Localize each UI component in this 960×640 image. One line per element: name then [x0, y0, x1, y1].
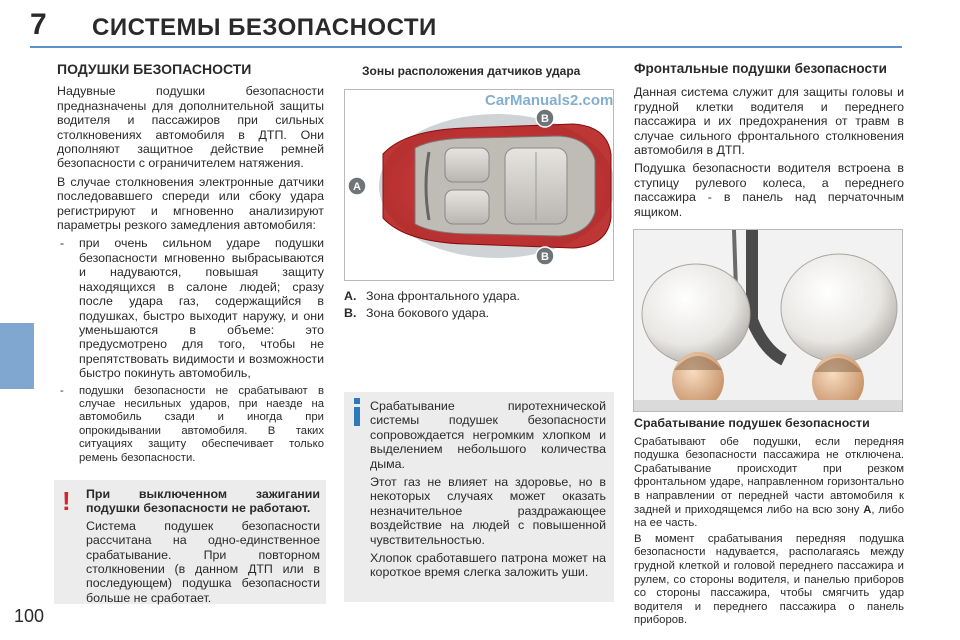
bullet-no-deploy: - подушки безопасности не срабатывают в случае несильных ударов, при наезде на автомобиль сзади и иногда при опрокидывании автомобиля. В таких ситуациях защиту обеспечивает только ремень безопасности.	[57, 385, 324, 465]
svg-text:B: B	[541, 251, 549, 263]
frontal-airbags-section	[634, 62, 904, 223]
exclamation-icon: !	[62, 486, 71, 516]
airbags-intro-paragraph: Надувные подушки безопасности предназначены для дополнительной защиты водителя и пассажиров при сильных столкновениях автомобиля в ДТП. Они дополняют защитное действие ремней безопасности с ограничителем натяжения.	[57, 84, 324, 171]
frontal-paragraph: Подушка безопасности водителя встроена в ступицу рулевого колеса, а переднего пассажира - в панель над перчаточным ящиком.	[634, 161, 904, 219]
page-number: 100	[14, 606, 45, 626]
legend-key: B.	[344, 306, 357, 320]
chapter-title: СИСТЕМЫ БЕЗОПАСНОСТИ	[92, 14, 437, 41]
chapter-side-tab	[0, 323, 34, 389]
warning-box	[54, 480, 326, 604]
info-paragraph: Хлопок сработавшего патрона может на короткое время слегка заложить уши.	[370, 551, 606, 580]
sensor-zones-legend	[344, 288, 614, 322]
info-paragraph: Этот газ не влияет на здоровье, но в некоторых случаях может оказать незначительное раздражающее воздействие на людей с повышенной чувствительностью.	[370, 475, 606, 547]
chapter-number: 7	[30, 8, 47, 41]
info-paragraph: Срабатывание пиротехнической системы подушек безопасности сопровождается негромким хлопком и выделением небольшого количества дыма.	[370, 399, 606, 471]
legend-text: Зона бокового удара.	[366, 306, 490, 320]
legend-row-frontal	[344, 288, 614, 305]
svg-text:B: B	[541, 113, 549, 125]
deployment-section	[634, 417, 904, 630]
warning-text: Система подушек безопасности рассчитана на одно-единственное срабатывание. При повторном столкновении (в данном ДТП или в последующем) подушка безопасности больше не сработает.	[86, 518, 320, 605]
airbags-bullet-list	[57, 236, 324, 465]
car-top-view-illustration	[345, 90, 614, 281]
info-icon	[354, 398, 360, 428]
watermark-text: CarManuals2.com	[485, 92, 614, 109]
frontal-title: Фронтальные подушки безопасности	[634, 61, 887, 76]
frontal-paragraph: Данная система служит для защиты головы и грудной клетки водителя и переднего пассажира и их предохранения от травм в случае сильного фронтального столкновения автомобиля в ДТП.	[634, 85, 904, 158]
deployment-text: Срабатывают обе подушки, если передняя подушка безопасности пассажира не отключена. Срабатывание происходит при резком фронтальном ударе, направленном горизонтально в направлении от передней части автомобиля к задней и приходящемся либо на всю зону	[634, 435, 904, 516]
warning-title: При выключенном зажигании подушки безопасности не работают.	[86, 487, 320, 516]
svg-text:A: A	[353, 181, 361, 193]
info-box	[344, 392, 614, 602]
deployed-airbags-figure	[633, 229, 903, 412]
deployment-paragraph-2: В момент срабатывания передняя подушка безопасности надувается, располагаясь между грудной клеткой и головой переднего пассажира и рулем, со стороны водителя, и панелью приборов со стороны пассажира, чтобы смягчить удар водителя и переднего пассажира о панель приборов.	[634, 532, 904, 627]
bullet-strong-impact: - при очень сильном ударе подушки безопасности мгновенно выбрасываются и надуваются, повышая защиту находящихся в салоне людей; сразу после удара газ, содержащийся в подушках, быстро выходит наружу, и они уменьшаются в объеме: это предусмотрено для того, чтобы не препятствовать видимости и возможности быстро покинуть автомобиль,	[57, 236, 324, 380]
sensor-zones-title: Зоны расположения датчиков удара	[362, 64, 581, 78]
legend-key: A.	[344, 289, 357, 303]
airbags-sensors-paragraph: В случае столкновения электронные датчики последовавшего спереди или сбоку удара регистрируют и мгновенно анализируют параметры резкого замедления автомобиля:	[57, 174, 324, 233]
legend-row-side	[344, 305, 614, 322]
airbags-section	[57, 62, 324, 469]
deployed-airbags-illustration	[634, 230, 903, 412]
deployment-title: Срабатывание подушек безопасности	[634, 416, 870, 430]
zone-key-a: A	[863, 503, 872, 516]
deployment-paragraph-1	[634, 436, 904, 531]
header-rule	[30, 46, 902, 48]
sensor-zones-figure	[344, 89, 614, 281]
legend-text: Зона фронтального удара.	[366, 289, 520, 303]
deployment-text: , либо на ее часть.	[634, 503, 904, 530]
section-title: ПОДУШКИ БЕЗОПАСНОСТИ	[57, 61, 252, 77]
